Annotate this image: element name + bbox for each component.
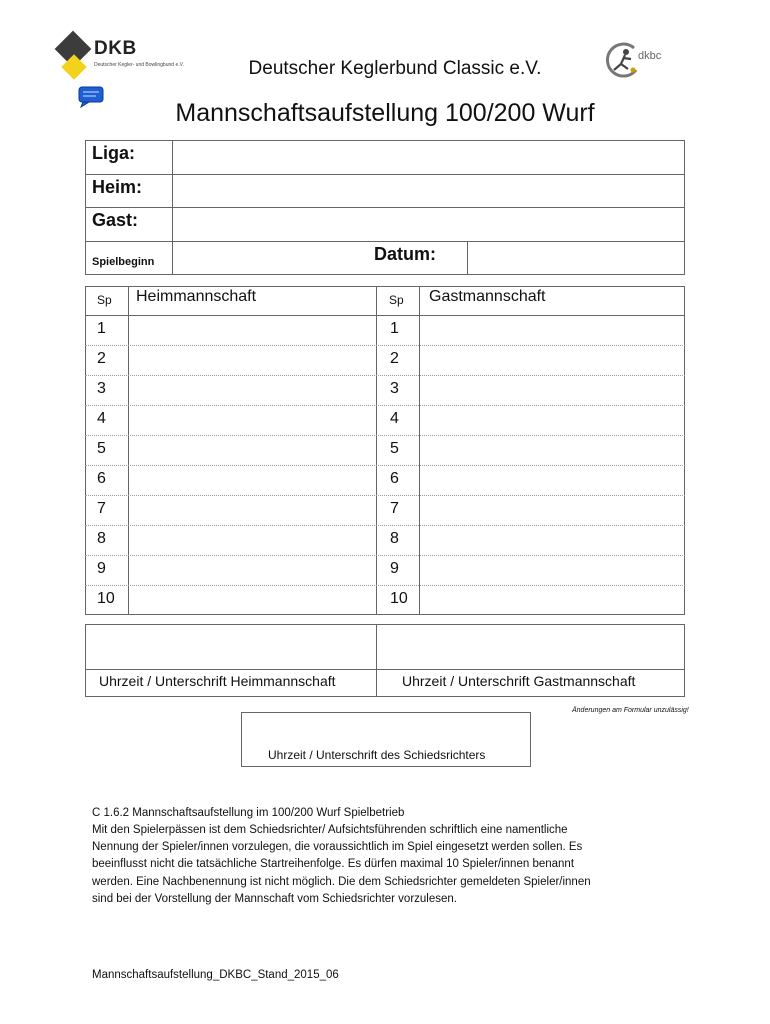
referee-signature-field[interactable] xyxy=(242,713,530,745)
away-row-number: 7 xyxy=(390,500,399,517)
dkb-logo-text: DKB xyxy=(94,38,137,59)
gast-field[interactable] xyxy=(173,208,684,241)
spielbeginn-field[interactable] xyxy=(173,242,363,274)
rules-line: Mit den Spielerpässen ist dem Schiedsrichter/ Aufsichtsführenden schriftlich eine namentliche xyxy=(92,824,568,836)
home-player-field[interactable] xyxy=(129,496,376,524)
away-row-number: 4 xyxy=(390,410,399,427)
away-row-number: 1 xyxy=(390,320,399,337)
datum-label: Datum: xyxy=(374,244,436,264)
datum-field[interactable] xyxy=(468,242,684,274)
away-player-field[interactable] xyxy=(420,436,684,464)
rules-line: beeinflusst nicht die tatsächliche Startreihenfolge. Es dürfen maximal 10 Spieler/innen benannt xyxy=(92,858,575,871)
rules-line: Nennung der Spieler/innen vorzulegen, die voraussichtlich im Spiel eingesetzt werden sollen. Es xyxy=(92,841,583,854)
home-row-number: 8 xyxy=(97,530,106,547)
home-signature-label: Uhrzeit / Unterschrift Heimmannschaft xyxy=(99,673,336,689)
sp-header-away: Sp xyxy=(389,293,404,307)
away-row-number: 6 xyxy=(390,470,399,487)
home-player-field[interactable] xyxy=(129,436,376,464)
away-signature-label: Uhrzeit / Unterschrift Gastmannschaft xyxy=(402,673,636,689)
home-row-number: 3 xyxy=(97,380,106,397)
away-row-number: 3 xyxy=(390,380,399,397)
home-row-number: 10 xyxy=(97,590,115,607)
home-player-field[interactable] xyxy=(129,406,376,434)
home-team-header: Heimmannschaft xyxy=(136,288,257,305)
home-row-number: 1 xyxy=(97,320,106,337)
home-player-field[interactable] xyxy=(129,316,376,344)
away-player-field[interactable] xyxy=(420,496,684,524)
dkb-logo-subtitle: Deutscher Kegler- und Bowlingbund e.V. xyxy=(94,62,184,68)
organization-name: Deutscher Keglerbund Classic e.V. xyxy=(248,58,542,79)
form-change-note: Änderungen am Formular unzulässig! xyxy=(572,707,689,714)
footer-filename: Mannschaftsaufstellung_DKBC_Stand_2015_06 xyxy=(92,969,339,981)
home-row-number: 2 xyxy=(97,350,106,367)
away-row-number: 10 xyxy=(390,590,408,607)
away-player-field[interactable] xyxy=(420,586,684,614)
home-row-number: 6 xyxy=(97,470,106,487)
home-row-number: 7 xyxy=(97,500,106,517)
home-player-field[interactable] xyxy=(129,346,376,374)
liga-field[interactable] xyxy=(173,141,684,174)
away-player-field[interactable] xyxy=(420,316,684,344)
home-player-field[interactable] xyxy=(129,586,376,614)
home-player-field[interactable] xyxy=(129,556,376,584)
heim-label: Heim: xyxy=(92,177,143,197)
away-team-header: Gastmannschaft xyxy=(429,288,546,305)
away-player-field[interactable] xyxy=(420,466,684,494)
home-player-field[interactable] xyxy=(129,526,376,554)
home-row-number: 9 xyxy=(97,560,106,577)
rules-heading: C 1.6.2 Mannschaftsaufstellung im 100/200 Wurf Spielbetrieb xyxy=(92,807,405,819)
spielbeginn-label: Spielbeginn xyxy=(92,256,155,268)
liga-label: Liga: xyxy=(92,143,135,163)
away-player-field[interactable] xyxy=(420,346,684,374)
document-title: Mannschaftsaufstellung 100/200 Wurf xyxy=(175,99,595,127)
home-signature-field[interactable] xyxy=(86,625,376,669)
home-row-number: 5 xyxy=(97,440,106,457)
home-player-field[interactable] xyxy=(129,376,376,404)
referee-signature-label: Uhrzeit / Unterschrift des Schiedsrichters xyxy=(268,748,486,762)
rules-line: werden. Eine Nachbenennung ist nicht möglich. Die dem Schiedsrichter gemeldeten Spieler/innen xyxy=(92,875,591,888)
gast-label: Gast: xyxy=(92,210,139,230)
away-player-field[interactable] xyxy=(420,556,684,584)
home-row-number: 4 xyxy=(97,410,106,427)
away-player-field[interactable] xyxy=(420,406,684,434)
away-signature-field[interactable] xyxy=(377,625,684,669)
away-player-field[interactable] xyxy=(420,376,684,404)
away-player-field[interactable] xyxy=(420,526,684,554)
away-row-number: 8 xyxy=(390,530,399,547)
away-row-number: 9 xyxy=(390,560,399,577)
heim-field[interactable] xyxy=(173,175,684,207)
away-row-number: 5 xyxy=(390,440,399,457)
sp-header-home: Sp xyxy=(97,293,112,307)
rules-line: sind bei der Vorstellung der Mannschaft vom Schiedsrichter vorzulesen. xyxy=(92,892,457,905)
away-row-number: 2 xyxy=(390,350,399,367)
dkbc-logo-text: dkbc xyxy=(638,50,662,62)
home-player-field[interactable] xyxy=(129,466,376,494)
